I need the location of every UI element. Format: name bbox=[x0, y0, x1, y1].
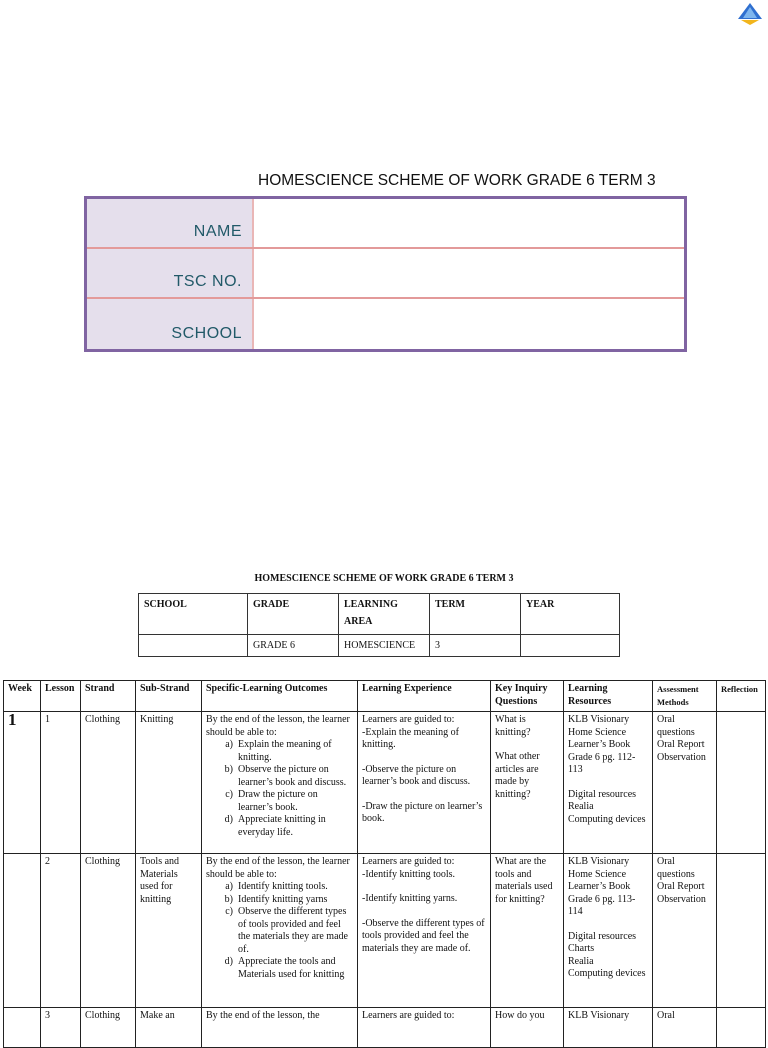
kiq-cell: How do you bbox=[491, 1008, 564, 1048]
logo-icon bbox=[735, 2, 765, 26]
meta-term: 3 bbox=[430, 635, 521, 657]
tsc-label: TSC NO. bbox=[87, 249, 254, 297]
name-row bbox=[87, 199, 684, 249]
teacher-info-table bbox=[84, 196, 687, 352]
header-learning-experience: Learning Experience bbox=[358, 681, 491, 712]
header-sub-strand: Sub-Strand bbox=[136, 681, 202, 712]
name-label: NAME bbox=[87, 199, 254, 247]
assessment-cell: Oral bbox=[653, 1008, 717, 1048]
assessment-item: Oral Report bbox=[657, 739, 705, 750]
meta-header-learning-area: LEARNING AREA bbox=[339, 594, 430, 635]
lesson-cell: 1 bbox=[41, 712, 81, 854]
reflection-cell[interactable] bbox=[717, 712, 766, 854]
header-lesson: Lesson bbox=[41, 681, 81, 712]
resource-item: Digital resources bbox=[568, 788, 637, 800]
meta-header-grade: GRADE bbox=[248, 594, 339, 635]
header-resources: Learning Resources bbox=[564, 681, 653, 712]
le-intro: Learners are guided to: bbox=[362, 856, 455, 867]
learning-experience-cell bbox=[358, 854, 491, 1008]
meta-header-year: YEAR bbox=[521, 594, 620, 635]
tsc-field[interactable] bbox=[254, 249, 684, 297]
sub-strand-cell: Knitting bbox=[136, 712, 202, 854]
le-item: -Identify knitting yarns. bbox=[362, 893, 458, 904]
school-label: SCHOOL bbox=[87, 299, 254, 349]
slo-item: b. Identify knitting yarns bbox=[238, 894, 353, 907]
resource-item: KLB Visionary Home Science Learner’s Book Grade 6 pg. 113-114 bbox=[568, 856, 636, 917]
kiq-item: What other articles are made by knitting? bbox=[495, 751, 540, 800]
le-item: -Draw the picture on learner’s book. bbox=[362, 800, 483, 824]
resources-cell bbox=[564, 854, 653, 1008]
lesson-cell: 3 bbox=[41, 1008, 81, 1048]
assessment-item: Oral Report bbox=[657, 881, 705, 892]
header-assessment: Assessment Methods bbox=[653, 681, 717, 712]
header-kiq: Key Inquiry Questions bbox=[491, 681, 564, 712]
sub-strand-cell: Tools and Materials used for knitting bbox=[136, 854, 202, 1008]
school-row bbox=[87, 299, 684, 349]
le-item: -Observe the different types of tools provided and feel the materials they are made of. bbox=[362, 917, 485, 954]
kiq-cell bbox=[491, 712, 564, 854]
name-field[interactable] bbox=[254, 199, 684, 247]
assessment-item: Observation bbox=[657, 751, 706, 763]
kiq-item: What are the tools and materials used for knitting? bbox=[495, 856, 553, 905]
meta-year bbox=[521, 635, 620, 657]
table-row bbox=[4, 854, 766, 1008]
scheme-title: HOMESCIENCE SCHEME OF WORK GRADE 6 TERM 3 bbox=[254, 573, 514, 584]
header-row bbox=[4, 681, 766, 712]
meta-header-school: SCHOOL bbox=[139, 594, 248, 635]
sub-strand-cell: Make an bbox=[136, 1008, 202, 1048]
slo-item: a. Explain the meaning of knitting. bbox=[238, 739, 353, 764]
header-reflection: Reflection bbox=[717, 681, 766, 712]
resource-item: Computing devices bbox=[568, 968, 646, 979]
le-item: -Explain the meaning of knitting. bbox=[362, 726, 459, 750]
table-row bbox=[4, 1008, 766, 1048]
meta-school bbox=[139, 635, 248, 657]
slo-intro: By the end of the lesson, the learner should be able to: bbox=[206, 856, 350, 880]
assessment-cell bbox=[653, 854, 717, 1008]
resource-item: Realia bbox=[568, 801, 594, 812]
table-row bbox=[4, 712, 766, 854]
assessment-item: Oral questions bbox=[657, 856, 695, 880]
resource-item: Realia bbox=[568, 955, 594, 967]
assessment-item: Observation bbox=[657, 893, 706, 905]
reflection-cell[interactable] bbox=[717, 854, 766, 1008]
cover-title: HOMESCIENCE SCHEME OF WORK GRADE 6 TERM 3 bbox=[258, 172, 656, 189]
header-week: Week bbox=[4, 681, 41, 712]
kiq-item: What is knitting? bbox=[495, 714, 531, 738]
slo-cell bbox=[202, 854, 358, 1008]
slo-item: b. Observe the picture on learner’s book and discuss. bbox=[238, 764, 353, 789]
assessment-item: Oral questions bbox=[657, 714, 695, 738]
week-cell bbox=[4, 1008, 41, 1048]
slo-item: a. Identify knitting tools. bbox=[238, 881, 353, 894]
learning-experience-cell: Learners are guided to: bbox=[358, 1008, 491, 1048]
school-field[interactable] bbox=[254, 299, 684, 349]
slo-item: c. Observe the different types of tools provided and feel the materials they are made of. bbox=[238, 906, 353, 956]
slo-item: d. Appreciate knitting in everyday life. bbox=[238, 814, 353, 839]
week-cell: 1 bbox=[4, 712, 41, 854]
meta-header-term: TERM bbox=[430, 594, 521, 635]
le-item: -Identify knitting tools. bbox=[362, 868, 456, 880]
slo-cell bbox=[202, 712, 358, 854]
slo-cell: By the end of the lesson, the bbox=[202, 1008, 358, 1048]
resource-item: Computing devices bbox=[568, 813, 646, 825]
resources-cell: KLB Visionary bbox=[564, 1008, 653, 1048]
resources-cell bbox=[564, 712, 653, 854]
resource-item: KLB Visionary Home Science Learner’s Book Grade 6 pg. 112-113 bbox=[568, 714, 636, 775]
strand-cell: Clothing bbox=[81, 1008, 136, 1048]
meta-grade: GRADE 6 bbox=[248, 635, 339, 657]
slo-item: d. Appreciate the tools and Materials used for knitting bbox=[238, 956, 353, 981]
lesson-cell: 2 bbox=[41, 854, 81, 1008]
kiq-cell bbox=[491, 854, 564, 1008]
scheme-table bbox=[3, 680, 766, 1048]
meta-learning-area: HOMESCIENCE bbox=[339, 635, 430, 657]
tsc-row bbox=[87, 249, 684, 299]
strand-cell: Clothing bbox=[81, 854, 136, 1008]
resource-item: Digital resources bbox=[568, 930, 637, 942]
week-cell bbox=[4, 854, 41, 1008]
slo-item: c. Draw the picture on learner’s book. bbox=[238, 789, 353, 814]
strand-cell: Clothing bbox=[81, 712, 136, 854]
assessment-cell bbox=[653, 712, 717, 854]
header-strand: Strand bbox=[81, 681, 136, 712]
learning-experience-cell bbox=[358, 712, 491, 854]
slo-intro: By the end of the lesson, the learner should be able to: bbox=[206, 714, 350, 738]
reflection-cell[interactable] bbox=[717, 1008, 766, 1048]
le-item: -Observe the picture on learner’s book and discuss. bbox=[362, 763, 471, 787]
meta-table bbox=[138, 593, 620, 657]
le-intro: Learners are guided to: bbox=[362, 714, 455, 725]
resource-item: Charts bbox=[568, 943, 595, 954]
header-slo: Specific-Learning Outcomes bbox=[202, 681, 358, 712]
